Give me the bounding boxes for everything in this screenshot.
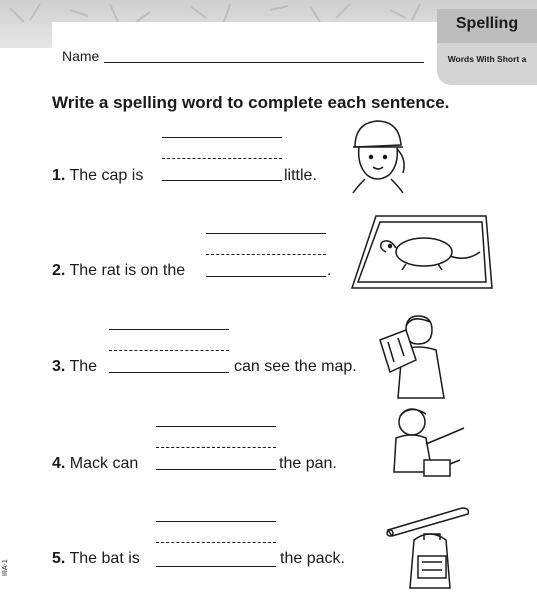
sentence-2-end: . (327, 262, 332, 279)
sentence-4-start: Mack can (69, 455, 139, 472)
spelling-guide-line-4 (156, 447, 276, 448)
sentence-2 (52, 262, 185, 280)
sentence-5-start: The bat is (69, 550, 140, 567)
name-field[interactable] (104, 62, 424, 63)
spelling-answer-line-2[interactable] (206, 233, 326, 234)
sentence-1 (52, 167, 143, 185)
boy-with-pan-illustration (382, 404, 472, 494)
sentence-3-end: can see the map. (234, 358, 357, 375)
sentence-blank-3[interactable] (109, 372, 229, 373)
spelling-answer-line-5[interactable] (156, 521, 276, 522)
subject-subtitle: Words With Short a (447, 54, 527, 64)
spelling-guide-line-1 (162, 158, 282, 159)
item-number-3: 3. (52, 358, 66, 375)
sentence-blank-1[interactable] (162, 180, 282, 181)
man-reading-map-illustration (378, 310, 458, 400)
spelling-guide-line-3 (109, 350, 229, 351)
sentence-4 (52, 455, 138, 473)
item-number-1: 1. (52, 167, 66, 184)
bat-and-backpack-illustration (384, 500, 474, 592)
sentence-5 (52, 550, 140, 568)
sentence-3-start: The (69, 358, 98, 375)
instructions: Write a spelling word to complete each sentence. (52, 93, 450, 112)
sentence-blank-2[interactable] (206, 276, 326, 277)
rat-on-mat-illustration (346, 210, 496, 295)
page-code: IIIA-1 (2, 559, 9, 576)
subject-title: Spelling (455, 15, 519, 32)
spelling-answer-line-3[interactable] (109, 329, 229, 330)
sentence-1-end: little. (284, 167, 317, 184)
sentence-1-start: The cap is (69, 167, 144, 184)
spelling-guide-line-5 (156, 542, 276, 543)
sentence-3 (52, 358, 97, 376)
sentence-2-start: The rat is on the (69, 262, 186, 279)
spelling-answer-line-1[interactable] (162, 137, 282, 138)
sentence-blank-4[interactable] (156, 469, 276, 470)
sentence-4-end: the pan. (279, 455, 337, 472)
sentence-5-end: the pack. (280, 550, 345, 567)
item-number-2: 2. (52, 262, 66, 279)
girl-with-cap-illustration (345, 113, 410, 193)
name-label: Name (62, 48, 100, 64)
item-number-4: 4. (52, 455, 66, 472)
item-number-5: 5. (52, 550, 66, 567)
sentence-blank-5[interactable] (156, 566, 276, 567)
spelling-guide-line-2 (206, 254, 326, 255)
spelling-answer-line-4[interactable] (156, 426, 276, 427)
